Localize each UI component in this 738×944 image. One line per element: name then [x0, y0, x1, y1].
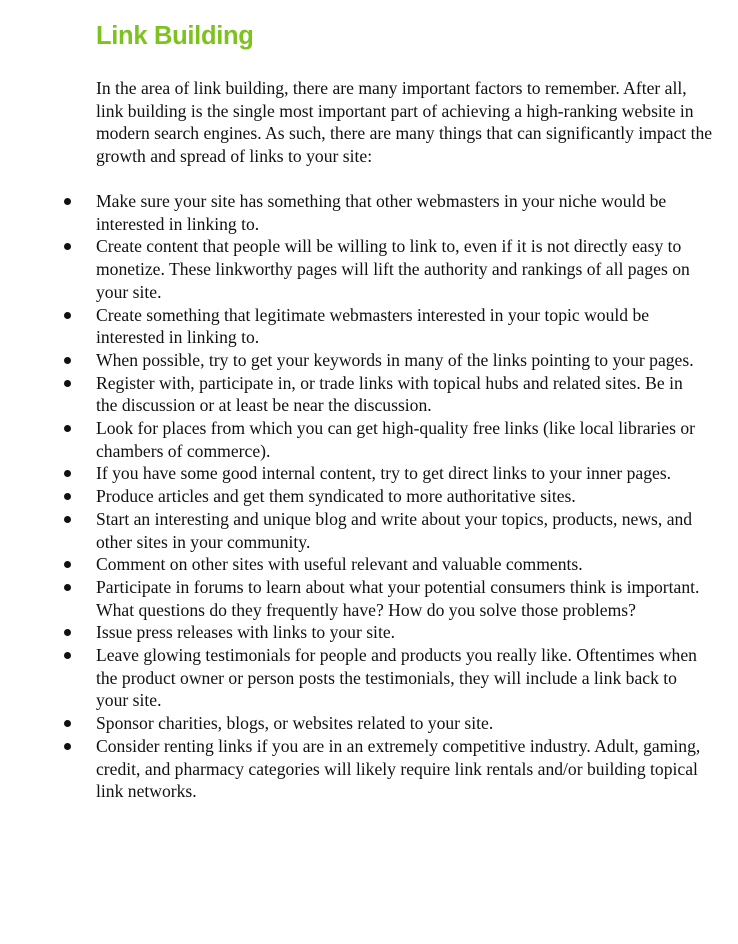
list-item	[0, 485, 708, 508]
list-item	[0, 304, 708, 349]
list-item-text: Sponsor charities, blogs, or websites related to your site.	[96, 713, 494, 734]
list-item	[0, 190, 708, 235]
intro-paragraph: In the area of link building, there are many important factors to remember. After all, link building is the single most important part of achieving a high-ranking website in modern search engines. As such, there are many things that can significantly impact the growth and spread of links to your site:	[96, 78, 713, 167]
list-item	[0, 372, 708, 417]
bullet-icon	[64, 652, 71, 659]
bullet-icon	[64, 743, 71, 750]
list-item-text: Register with, participate in, or trade links with topical hubs and related sites. Be in the discussion or at least be near the discussion.	[96, 372, 683, 416]
list-item	[0, 712, 708, 735]
list-item-text: Issue press releases with links to your site.	[96, 622, 396, 643]
list-item	[0, 349, 708, 372]
list-item-text: When possible, try to get your keywords in many of the links pointing to your pages.	[96, 349, 694, 370]
bullet-icon	[64, 380, 71, 387]
list-item	[0, 508, 708, 553]
bullet-icon	[64, 516, 71, 523]
list-item-text: Start an interesting and unique blog and write about your topics, products, news, and other sites in your community.	[96, 508, 693, 552]
bullet-icon	[64, 312, 71, 319]
list-item-text: Consider renting links if you are in an extremely competitive industry. Adult, gaming, credit, and pharmacy categories will likely require link rentals and/or building topical link networks.	[96, 735, 701, 802]
list-item	[0, 576, 708, 621]
bullet-icon	[64, 198, 71, 205]
bullet-list	[0, 190, 738, 803]
list-item	[0, 735, 708, 803]
list-item-text: If you have some good internal content, try to get direct links to your inner pages.	[96, 463, 672, 484]
list-item	[0, 644, 708, 712]
list-item-text: Create content that people will be willing to link to, even if it is not directly easy to monetize. These linkworthy pages will lift the authority and rankings of all pages on your site.	[96, 236, 690, 302]
bullet-icon	[64, 561, 71, 568]
bullet-icon	[64, 425, 71, 432]
list-item	[0, 235, 708, 303]
bullet-icon	[64, 629, 71, 636]
list-item-text: Produce articles and get them syndicated to more authoritative sites.	[96, 486, 576, 507]
list-item	[0, 553, 708, 576]
bullet-icon	[64, 720, 71, 727]
list-item	[0, 417, 708, 462]
list-item	[0, 621, 708, 644]
bullet-icon	[64, 470, 71, 477]
bullet-icon	[64, 584, 71, 591]
list-item-text: Make sure your site has something that other webmasters in your niche would be interested in linking to.	[96, 191, 667, 234]
list-item-text: Look for places from which you can get high-quality free links (like local libraries or chambers of commerce).	[96, 418, 695, 461]
list-item-text: Comment on other sites with useful relevant and valuable comments.	[96, 554, 583, 575]
section-heading: Link Building	[96, 22, 254, 50]
bullet-icon	[64, 493, 71, 500]
list-item-text: Leave glowing testimonials for people and products you really like. Oftentimes when the product owner or person posts the testimonials, they will include a link back to your site.	[96, 645, 697, 711]
list-item	[0, 462, 708, 485]
list-item-text: Participate in forums to learn about what your potential consumers think is important. What questions do they frequently have? How do you solve those problems?	[96, 576, 700, 620]
bullet-icon	[64, 243, 71, 250]
list-item-text: Create something that legitimate webmasters interested in your topic would be interested in linking to.	[96, 304, 650, 348]
bullet-icon	[64, 357, 71, 364]
